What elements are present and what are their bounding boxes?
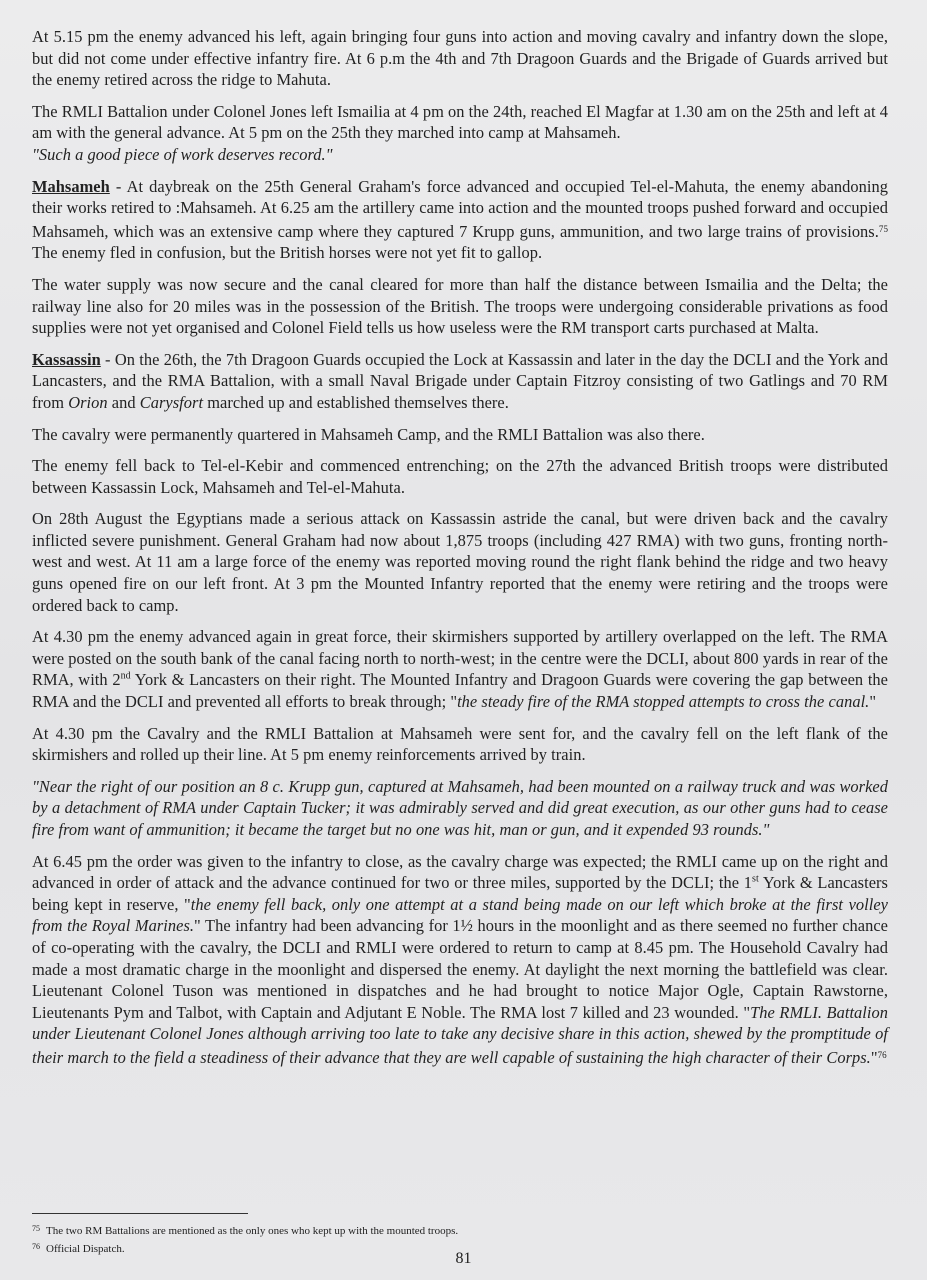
- paragraph-7: The enemy fell back to Tel-el-Kebir and commenced entrenching; on the 27th the advanced British troops were distributed between Kassassin Lock, Mahsameh and Tel-el-Mahuta.: [32, 456, 888, 497]
- footnote-text: The two RM Battalions are mentioned as the only ones who kept up with the mounted troops.: [46, 1225, 459, 1237]
- paragraph-9-text-b: York & Lancasters on their right. The Mounted Infantry and Dragoon Guards were covering the gap between the RMA and the DCLI and prevented all efforts to break through; ": [32, 670, 889, 712]
- footnote-text: Official Dispatch.: [46, 1243, 125, 1255]
- paragraph-6: The cavalry were permanently quartered in Mahsameh Camp, and the RMLI Battalion was also there.: [32, 424, 705, 444]
- paragraph-2-quote: "Such a good piece of work deserves record.": [32, 144, 333, 164]
- ordinal-suffix-nd: nd: [120, 670, 131, 682]
- paragraph-mahsameh: [32, 176, 888, 264]
- footnote-ref-76: 76: [877, 1049, 887, 1060]
- paragraph-kassassin: [32, 349, 888, 414]
- ship-name-orion: Orion: [68, 392, 108, 412]
- footnote-ref-75: 75: [878, 223, 888, 234]
- paragraph-10: At 4.30 pm the Cavalry and the RMLI Battalion at Mahsameh were sent for, and the cavalry fell on the left flank of the skirmishers and rolled up their line. At 5 pm enemy reinforcements arrived by train.: [32, 723, 888, 765]
- footnote-75: [32, 1221, 888, 1239]
- krupp-gun-quote: "Near the right of our position an 8 c. Krupp gun, captured at Mahsameh, had been mounted on a railway truck and was worked by a detachment of RMA under Captain Tucker; it was admirably served and did great execution, as our other guns had to cease fire from want of ammunition; it became the target but no one was hit, man or gun, and it expended 93 rounds.": [32, 776, 888, 839]
- paragraph-5-text-a: - On the 26th, the 7th Dragoon Guards occupied the Lock at Kassassin and later in the day the DCLI and the York and Lancasters, and the RMA Battalion, with a small Naval Brigade under Captain Fitzroy consisting of two Gatlings and 70 RM from: [32, 349, 888, 412]
- paragraph-12-text-a: At 6.45 pm the order was given to the infantry to close, as the cavalry charge was expected; the RMLI came up on the right and advanced in order of attack and the advance continued for two or three miles, supported by the DCLI; the 1: [32, 851, 888, 893]
- ship-name-carysfort: Carysfort: [139, 392, 204, 412]
- paragraph-9-text-a: At 4.30 pm the enemy advanced again in great force, their skirmishers supported by artillery overlapped on the left. The RMA were posted on the south bank of the canal facing north to north-west; in the centre were the DCLI, about 800 yards in rear of the RMA, with 2: [32, 627, 888, 690]
- section-heading-kassassin: Kassassin: [32, 349, 101, 369]
- paragraph-5-and: and: [107, 392, 140, 412]
- paragraph-9: [32, 626, 888, 712]
- footnote-number: 75: [32, 1224, 40, 1233]
- paragraph-2: [32, 101, 888, 166]
- paragraph-11-quote: [32, 776, 888, 841]
- paragraph-12-text-c: " The infantry had been advancing for 1½ hours in the moonlight and as there seemed no further chance of co-operating with the cavalry, the DCLI and RMLI were ordered to return to camp at 8.45 pm. The Household Cavalry had made a most dramatic charge in the moonlight and dispersed the enemy. At daylight the next morning the battlefield was clear. Lieutenant Colonel Tuson was mentioned in dispatches and he had brought to notice Major Ogle, Captain Rawstorne, Lieutenants Pym and Talbot, with Captain and Adjutant E Noble. The RMA lost 7 killed and 23 wounded. ": [32, 916, 888, 1022]
- paragraph-9-quote: the steady fire of the RMA stopped attempts to cross the canal.: [457, 692, 870, 712]
- paragraph-5-text-b: marched up and established themselves there.: [203, 392, 509, 412]
- paragraph-12-end: ": [870, 1047, 878, 1067]
- footnote-number: 76: [32, 1242, 40, 1251]
- footnote-divider: [32, 1213, 248, 1214]
- section-heading-mahsameh: Mahsameh: [32, 176, 110, 196]
- body-text: [32, 26, 888, 1079]
- paragraph-12-quote-2: The RMLI. Battalion under Lieutenant Colonel Jones although arriving too late to take any decisive share in this action, shewed by the promptitude of their march to the field a steadiness of their advance that they are well capable of sustaining the high character of their Corps.: [32, 1002, 888, 1067]
- ordinal-suffix-st: st: [752, 873, 759, 885]
- paragraph-12: [32, 851, 888, 1069]
- paragraph-4: The water supply was now secure and the canal cleared for more than half the distance between Ismailia and the Delta; the railway line also for 20 miles was in the possession of the British. The troops were undergoing considerable privations as food supplies were not yet organised and Colonel Field tells us how useless were the RM transport carts purchased at Malta.: [32, 274, 888, 338]
- paragraph-8: On 28th August the Egyptians made a serious attack on Kassassin astride the canal, but were driven back and the cavalry inflicted severe punishment. General Graham had now about 1,875 troops (including 427 RMA) with two guns, fronting north-west and west. At 11 am a large force of the enemy was reported moving round the right flank behind the ridge and two heavy guns opened fire on our left front. At 3 pm the Mounted Infantry reported that the enemy were retiring and the troops were ordered back to camp.: [32, 509, 888, 615]
- paragraph-2-text: The RMLI Battalion under Colonel Jones left Ismailia at 4 pm on the 24th, reached El Magfar at 1.30 am on the 25th and left at 4 am with the general advance. At 5 pm on the 25th they marched into camp at Mahsameh.: [32, 101, 888, 143]
- paragraph-9-end: ": [869, 692, 877, 712]
- paragraph-3-text: - At daybreak on the 25th General Graham's force advanced and occupied Tel-el-Mahuta, the enemy abandoning their works retired to :Mahsameh. At 6.25 am the artillery came into action and the mounted troops pushed forward and occupied Mahsameh, which was an extensive camp where they captured 7 Krupp guns, ammunition, and two large trains of provisions.: [32, 176, 888, 241]
- page-number: 81: [455, 1250, 472, 1267]
- paragraph-3-tail: The enemy fled in confusion, but the British horses were not yet fit to gallop.: [32, 243, 543, 263]
- paragraph-12-text-b: York & Lancasters being kept in reserve, ": [32, 873, 888, 914]
- paragraph-1: At 5.15 pm the enemy advanced his left, again bringing four guns into action and moving cavalry and infantry down the slope, but did not come under effective infantry fire. At 6 p.m the 4th and 7th Dragoon Guards and the Brigade of Guards arrived but the enemy retired across the ridge to Mahuta.: [32, 27, 888, 90]
- paragraph-12-quote-1: the enemy fell back, only one attempt at a stand being made on our left which broke at the first volley from the Royal Marines.: [32, 894, 889, 936]
